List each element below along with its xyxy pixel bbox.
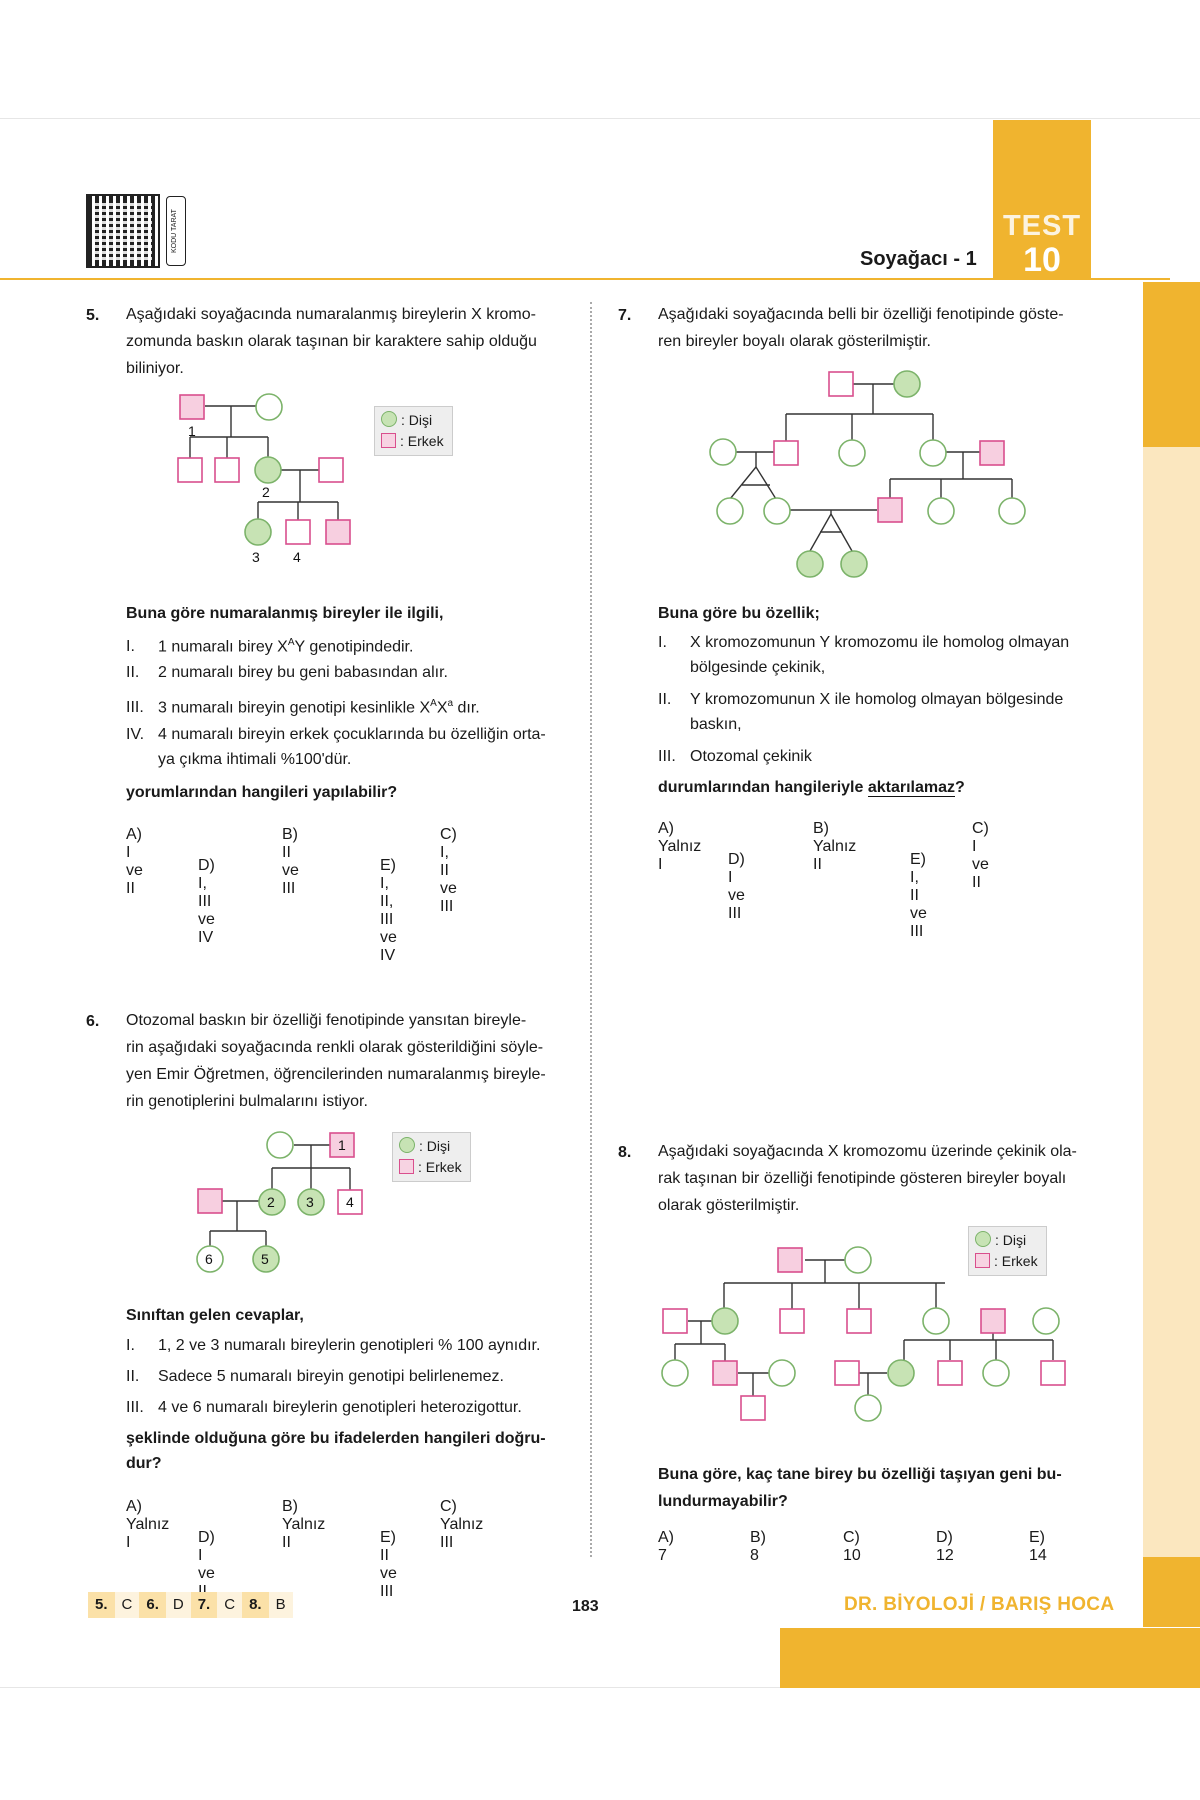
male-affected [180,395,204,419]
option-b[interactable]: B) Yalnız II [282,1498,326,1551]
male-unaffected [319,458,343,482]
individual-label: 3 [252,549,260,565]
option-a[interactable]: A) I ve II [126,826,143,897]
female-unaffected [839,440,865,466]
stem-line: ren bireyler boyalı olarak gösterilmiştir. [658,333,931,350]
male-unaffected [215,458,239,482]
stem-line: Otozomal baskın bir özelliği fenotipinde yansıtan bireyle- [126,1012,527,1029]
roman-numeral: I. [126,1337,135,1354]
female-unaffected [999,498,1025,524]
option-b[interactable]: B) II ve III [282,826,299,897]
roman-numeral: I. [658,634,667,651]
question-stem [126,301,576,382]
statement-text: 1, 2 ve 3 numaralı bireylerin genotipleri % 100 aynıdır. [158,1337,541,1354]
individual-label: 1 [188,423,196,439]
male-unaffected [178,458,202,482]
stem-line: Aşağıdaki soyağacında belli bir özelliği fenotipinde göste- [658,306,1064,323]
statement-text: 2 numaralı birey bu geni babasından alır. [158,664,448,681]
stem-line: yen Emir Öğretmen, öğrencilerinden numaralanmış bireyle- [126,1066,546,1083]
pedigree-q5 [160,380,380,570]
legend-label: : Dişi [995,1232,1027,1248]
question-stem [126,1007,576,1115]
question-lead: Buna göre numaralanmış bireyler ile ilgili, [126,605,444,622]
male-affected [878,498,902,522]
female-unaffected [920,440,946,466]
stem-line: olarak gösterilmiştir. [658,1197,800,1214]
superscript: A [430,698,437,709]
statement [658,687,1098,737]
female-unaffected [855,1395,881,1421]
female-unaffected [845,1247,871,1273]
question-number: 6. [86,1013,100,1030]
female-affected [894,371,920,397]
male-unaffected [1041,1361,1065,1385]
male-unaffected [847,1309,871,1333]
female-affected [712,1308,738,1334]
answer-key-value: D [166,1592,191,1618]
female-unaffected [267,1132,293,1158]
female-affected [255,457,281,483]
statement-text: ya çıkma ihtimali %100'dür. [158,751,352,768]
roman-numeral: II. [126,1368,140,1385]
legend-label: : Erkek [400,433,444,449]
question-lead: Buna göre bu özellik; [658,605,820,622]
brand-footer: DR. BİYOLOJİ / BARIŞ HOCA [844,1594,1115,1615]
statement [126,660,448,685]
page-title: Soyağacı - 1 [860,248,977,270]
female-unaffected [1033,1308,1059,1334]
roman-numeral: III. [658,748,676,765]
page-number: 183 [572,1598,599,1615]
question-stem [658,301,1098,355]
prompt-line: dur? [126,1455,162,1472]
pedigree-q8 [655,1240,1085,1430]
option-b[interactable]: B) 8 [750,1529,766,1564]
male-affected [778,1248,802,1272]
answer-key-value: B [269,1592,293,1618]
question-lead: Sınıftan gelen cevaplar, [126,1307,304,1324]
legend-male [381,431,444,452]
statement-text: Y kromozomunun X ile homolog olmayan bölgesinde [690,691,1064,708]
roman-numeral: I. [126,638,135,656]
male-affected [198,1189,222,1213]
legend-female [381,410,444,431]
superscript: A [287,637,295,648]
male-unaffected [286,520,310,544]
statement [658,744,812,769]
legend-label: : Dişi [419,1138,451,1154]
female-affected [841,551,867,577]
option-a[interactable]: A) 7 [658,1529,674,1564]
statement-text: Y genotipindedir. [294,638,414,656]
qr-code-icon[interactable] [86,194,160,268]
female-unaffected [710,439,736,465]
option-c[interactable]: C) 10 [843,1529,861,1564]
statement [658,630,1098,680]
statement-text: 1 numaralı birey X [158,638,288,656]
question-prompt [658,1461,1098,1515]
test-number: 10 [1023,241,1061,279]
roman-numeral: II. [126,664,140,681]
individual-label: 5 [261,1251,269,1267]
male-unaffected [741,1396,765,1420]
question-stem [658,1138,1098,1219]
female-affected [888,1360,914,1386]
bottom-band [780,1628,1200,1688]
legend [374,406,453,456]
pedigree-q6 [190,1125,370,1275]
individual-label: 3 [306,1194,314,1210]
male-affected [326,520,350,544]
roman-numeral: III. [126,699,144,717]
side-band [1143,1557,1200,1627]
stem-line: Aşağıdaki soyağacında numaralanmış bireylerin X kromo- [126,306,536,323]
prompt-line: lundurmayabilir? [658,1493,788,1510]
female-unaffected [764,498,790,524]
prompt-line: Buna göre, kaç tane birey bu özelliği taşıyan geni bu- [658,1466,1062,1483]
male-unaffected [780,1309,804,1333]
male-unaffected [835,1361,859,1385]
circle-icon [381,411,397,427]
option-c[interactable]: C) I, II ve III [440,826,457,915]
prompt-emphasis: aktarılamaz [867,779,955,796]
option-a[interactable]: A) Yalnız I [658,820,702,873]
female-unaffected [256,394,282,420]
male-affected [981,1309,1005,1333]
male-affected [980,441,1004,465]
prompt-text: ? [955,779,965,796]
female-unaffected [928,498,954,524]
male-unaffected [663,1309,687,1333]
answer-key [88,1592,293,1618]
square-icon [381,433,396,448]
male-unaffected [829,372,853,396]
statement [126,1333,540,1358]
superscript: a [447,698,454,709]
legend-label: : Erkek [418,1159,462,1175]
answer-key-number: 6. [139,1592,166,1618]
statement-text: X [436,699,448,717]
individual-label: 4 [293,549,301,565]
question-prompt [658,775,965,800]
question-number: 8. [618,1144,632,1161]
option-d[interactable]: D) I, III ve IV [198,857,215,946]
question-number: 7. [618,307,632,324]
option-e[interactable]: E) I, II ve III [910,851,927,940]
option-d[interactable]: D) 12 [936,1529,954,1564]
test-label: TEST [1002,210,1082,242]
statement-text: 3 numaralı bireyin genotipi kesinlikle X [158,699,431,717]
answer-key-number: 7. [191,1592,218,1618]
question-number: 5. [86,307,100,324]
stem-line: rin aşağıdaki soyağacında renkli olarak gösterildiğini söyle- [126,1039,544,1056]
male-unaffected [938,1361,962,1385]
answer-key-number: 5. [88,1592,115,1618]
answer-key-value: C [115,1592,140,1618]
question-prompt [126,1426,586,1476]
female-unaffected [923,1308,949,1334]
answer-key-value: C [217,1592,242,1618]
statement-text: Sadece 5 numaralı bireyin genotipi belirlenemez. [158,1368,504,1385]
statement-text: X kromozomunun Y kromozomu ile homolog olmayan [690,634,1070,651]
stem-line: zomunda baskın olarak taşınan bir karaktere sahip olduğu [126,333,537,350]
stem-line: rak taşınan bir özelliği fenotipinde gösteren bireyler boyalı [658,1170,1067,1187]
side-band [1143,282,1200,447]
female-unaffected [717,498,743,524]
pedigree-q7 [700,364,1040,589]
column-divider [590,302,592,1557]
side-band-light [1143,447,1200,1557]
option-e[interactable]: E) II ve III [380,1529,397,1600]
option-e[interactable]: E) 14 [1029,1529,1047,1564]
stem-line: biliniyor. [126,360,184,377]
female-affected [245,519,271,545]
roman-numeral: III. [126,1399,144,1416]
roman-numeral: IV. [126,726,145,743]
option-c[interactable]: C) Yalnız III [440,1498,484,1551]
statement [126,722,586,772]
stem-line: rin genotiplerini bulmalarını istiyor. [126,1093,368,1110]
answer-key-number: 8. [242,1592,269,1618]
option-d[interactable]: D) I ve III [728,851,745,922]
circle-icon [399,1137,415,1153]
prompt-text: durumlarından hangileriyle [658,779,868,796]
roman-numeral: II. [658,691,672,708]
qr-scan-label: KODU TARAT [166,196,186,266]
male-unaffected [774,441,798,465]
option-c[interactable]: C) I ve II [972,820,989,891]
statement-text: baskın, [690,716,742,733]
individual-label: 4 [346,1194,354,1210]
legend-label: : Dişi [401,412,433,428]
option-d[interactable]: D) I ve [198,1529,215,1582]
test-tab [993,120,1091,278]
statement-text: 4 ve 6 numaralı bireylerin genotipleri heterozigottur. [158,1399,522,1416]
stem-line: Aşağıdaki soyağacında X kromozomu üzerinde çekinik ola- [658,1143,1077,1160]
individual-label: 2 [267,1194,275,1210]
option-a[interactable]: A) Yalnız I [126,1498,170,1551]
female-unaffected [983,1360,1009,1386]
statement [126,1364,504,1389]
statement-text: dır. [453,699,480,717]
statement-text: 4 numaralı bireyin erkek çocuklarında bu özelliğin orta- [158,726,546,743]
female-unaffected [662,1360,688,1386]
legend-label: : Erkek [994,1253,1038,1269]
legend [392,1132,471,1182]
male-affected [713,1361,737,1385]
statement [126,630,413,659]
female-unaffected [769,1360,795,1386]
prompt-line: şeklinde olduğuna göre bu ifadelerden hangileri doğru- [126,1430,546,1447]
statement [126,1395,522,1420]
individual-label: 6 [205,1251,213,1267]
female-affected [797,551,823,577]
option-e[interactable]: E) I, II, III ve IV [380,857,397,964]
individual-label: 1 [338,1137,346,1153]
statement-text: Otozomal çekinik [690,748,812,765]
option-b[interactable]: B) Yalnız II [813,820,857,873]
question-prompt: yorumlarından hangileri yapılabilir? [126,784,398,801]
statement [126,691,480,720]
square-icon [399,1159,414,1174]
legend-female [399,1136,462,1157]
legend-male [399,1157,462,1178]
statement-text: bölgesinde çekinik, [690,659,826,676]
individual-label: 2 [262,484,270,500]
